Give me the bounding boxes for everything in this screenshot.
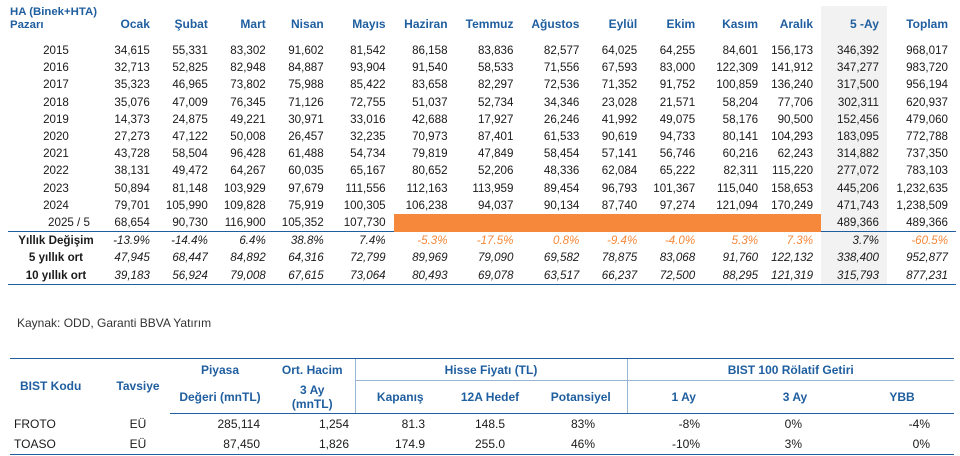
value-cell: 183,095 <box>821 128 887 145</box>
year-cell: 2025 / 5 <box>8 214 104 232</box>
value-cell: 56,746 <box>659 147 696 161</box>
value-cell: 86,158 <box>412 44 448 58</box>
table-row <box>8 42 956 59</box>
value-cell: 68,654 <box>104 214 158 232</box>
ytd-return-cell: 0% <box>850 434 954 455</box>
stat-value: 121,319 <box>766 266 821 284</box>
value-cell: 70,973 <box>412 130 448 144</box>
table-row <box>8 128 956 145</box>
year-cell: 2018 <box>43 95 69 109</box>
value-cell: 21,571 <box>659 95 696 109</box>
value-cell: 983,720 <box>906 61 948 75</box>
stat-value: -5.3% <box>417 234 448 248</box>
value-cell: 26,457 <box>288 130 324 144</box>
value-cell: 35,076 <box>114 95 150 109</box>
stat-value: 47,945 <box>114 251 150 265</box>
value-cell: 46,965 <box>172 78 208 92</box>
table-row <box>8 162 956 179</box>
value-cell: 38,131 <box>114 164 150 178</box>
stat-value: 69,078 <box>456 266 522 284</box>
value-cell: 772,788 <box>906 130 948 144</box>
bist-code-cell: TOASO <box>10 434 106 455</box>
value-cell: 105,352 <box>274 214 332 232</box>
target-price-cell: 255.0 <box>445 434 535 455</box>
value-cell: 26,246 <box>543 112 580 126</box>
close-price-cell: 174.9 <box>355 434 445 455</box>
value-cell: 75,988 <box>288 78 324 92</box>
stat-value: -4.0% <box>664 234 696 248</box>
stat-value: 64,316 <box>288 251 324 265</box>
value-cell: 783,103 <box>906 164 948 178</box>
value-cell: 42,688 <box>412 112 448 126</box>
value-cell: 61,488 <box>288 147 324 161</box>
value-cell: 82,948 <box>230 61 266 75</box>
car-sales-table <box>8 6 956 285</box>
bist-code-cell: FROTO <box>14 416 56 431</box>
rating-cell: EÜ <box>129 416 147 431</box>
value-cell: 52,825 <box>172 61 208 75</box>
month-header: Nisan <box>291 17 324 31</box>
value-cell: 97,679 <box>288 181 324 195</box>
stat-value: 83,068 <box>659 251 696 265</box>
three-month-return-cell: 3% <box>740 434 850 455</box>
value-cell: 968,017 <box>906 44 948 58</box>
target-price-cell: 148.5 <box>474 417 505 431</box>
value-cell: 30,971 <box>288 112 324 126</box>
stat-value: -14.4% <box>171 234 208 248</box>
month-header: Mayıs <box>352 17 386 31</box>
value-cell: 84,887 <box>288 61 324 75</box>
stat-value: 79,090 <box>477 251 514 265</box>
year-cell: 2023 <box>43 181 69 195</box>
value-cell: 314,882 <box>821 145 887 162</box>
value-cell: 107,730 <box>332 214 394 232</box>
stat-value: 3.7% <box>821 232 887 250</box>
value-cell: 122,309 <box>716 61 759 75</box>
stat-value: -60.5% <box>911 234 948 248</box>
upside-header: Potansiyel <box>535 381 627 414</box>
close-price-cell: 81.3 <box>401 417 425 431</box>
stat-value: 5.3% <box>731 234 759 248</box>
stat-value: -9.4% <box>606 234 638 248</box>
value-cell: 90,619 <box>601 130 638 144</box>
value-cell: 73,802 <box>230 78 266 92</box>
stat-value: 80,493 <box>394 266 456 284</box>
value-cell: 106,238 <box>405 198 448 212</box>
stat-label: Yıllık Değişim <box>18 234 94 248</box>
value-cell: 55,331 <box>172 44 208 58</box>
value-cell: 170,249 <box>771 198 814 212</box>
value-cell: 79,819 <box>412 147 448 161</box>
value-cell: 72,755 <box>350 95 386 109</box>
value-cell: 93,904 <box>350 61 386 75</box>
sales-header-row <box>8 6 956 42</box>
value-cell: 112,163 <box>406 181 448 195</box>
month-header: Ağustos <box>531 17 580 31</box>
value-cell: 47,009 <box>172 95 208 109</box>
value-cell: 43,728 <box>114 147 150 161</box>
market-cap-header: Piyasa <box>170 359 270 381</box>
table-row <box>8 111 956 128</box>
stat-label: 10 yıllık ort <box>8 266 104 284</box>
table-row <box>8 180 956 197</box>
value-cell: 58,504 <box>172 147 208 161</box>
value-cell: 49,472 <box>172 164 208 178</box>
value-cell: 48,336 <box>543 164 580 178</box>
month-header: Ekim <box>666 17 696 31</box>
stat-value: 91,760 <box>722 251 759 265</box>
value-cell: 75,919 <box>288 198 324 212</box>
value-cell: 79,701 <box>114 198 150 212</box>
value-cell: 49,221 <box>230 112 266 126</box>
stat-value: 69,582 <box>543 251 580 265</box>
value-cell: 57,141 <box>601 147 638 161</box>
year-cell: 2017 <box>43 78 69 92</box>
market-cap-subheader: Değeri (mnTL) <box>170 381 270 414</box>
value-cell: 489,366 <box>821 214 887 232</box>
value-cell: 58,533 <box>477 61 514 75</box>
value-cell: 136,240 <box>771 78 814 92</box>
value-cell: 956,194 <box>906 78 948 92</box>
three-month-header: 3 Ay <box>740 381 850 414</box>
value-cell: 71,556 <box>543 61 580 75</box>
value-cell: 65,222 <box>659 164 696 178</box>
share-price-group-header: Hisse Fiyatı (TL) <box>355 359 627 381</box>
avg-volume-cell: 1,254 <box>318 417 349 431</box>
value-cell: 34,346 <box>543 95 580 109</box>
value-cell: 80,141 <box>722 130 759 144</box>
value-cell: 97,274 <box>659 198 696 212</box>
value-cell: 67,593 <box>601 61 638 75</box>
value-cell: 346,392 <box>821 42 887 59</box>
month-header: Temmuz <box>465 17 514 31</box>
month-header: Eylül <box>608 17 638 31</box>
rating-cell: EÜ <box>106 434 170 455</box>
value-cell: 71,352 <box>601 78 638 92</box>
value-cell: 156,173 <box>771 44 814 58</box>
stat-label: 5 yıllık ort <box>28 251 84 265</box>
value-cell: 90,500 <box>777 112 814 126</box>
value-cell: 32,713 <box>114 61 150 75</box>
stat-value: 38.8% <box>290 234 324 248</box>
value-cell: 47,122 <box>172 130 208 144</box>
value-cell: 52,734 <box>477 95 514 109</box>
upside-cell: 83% <box>570 417 595 431</box>
stat-value: 72,500 <box>645 266 703 284</box>
value-cell: 152,456 <box>821 111 887 128</box>
value-cell: 54,734 <box>350 147 386 161</box>
value-cell: 27,273 <box>114 130 150 144</box>
value-cell: 302,311 <box>821 94 887 111</box>
value-cell: 116,900 <box>216 214 274 232</box>
value-cell: 49,075 <box>659 112 696 126</box>
table-row-current-year <box>8 214 956 232</box>
stat-value: 0.8% <box>552 234 580 248</box>
five-month-header: 5 -Ay <box>821 6 887 42</box>
stat-value: 7.4% <box>359 234 386 248</box>
value-cell: 104,293 <box>771 130 814 144</box>
stat-row-avg10 <box>8 266 956 284</box>
table-row <box>10 414 954 435</box>
month-header: Aralık <box>779 17 814 31</box>
stat-value: 39,183 <box>104 266 158 284</box>
value-cell: 64,025 <box>601 44 638 58</box>
value-cell: 158,653 <box>771 181 814 195</box>
month-header: Haziran <box>404 17 448 31</box>
value-cell: 82,297 <box>477 78 514 92</box>
target-header: 12A Hedef <box>445 381 535 414</box>
month-header: Şubat <box>174 17 208 31</box>
avg-volume-header: Ort. Hacim <box>270 359 355 381</box>
stat-value: 67,615 <box>274 266 332 284</box>
value-cell: 61,533 <box>543 130 580 144</box>
value-cell: 105,990 <box>165 198 208 212</box>
value-cell: 115,220 <box>772 164 814 178</box>
stat-value: 84,892 <box>230 251 266 265</box>
market-cap-cell: 87,450 <box>170 434 270 455</box>
value-cell: 83,836 <box>477 44 514 58</box>
value-cell: 34,615 <box>114 44 150 58</box>
year-cell: 2024 <box>43 198 69 212</box>
month-header: Kasım <box>722 17 759 31</box>
stat-value: 72,799 <box>350 251 386 265</box>
value-cell: 47,849 <box>477 147 514 161</box>
value-cell: 23,028 <box>601 95 638 109</box>
value-cell: 33,016 <box>350 112 386 126</box>
stat-value: 68,447 <box>172 251 208 265</box>
value-cell: 115,040 <box>717 181 759 195</box>
relative-return-group-header: BIST 100 Rölatif Getiri <box>627 359 954 381</box>
value-cell: 113,959 <box>472 181 514 195</box>
avg-volume-cell: 1,826 <box>270 434 355 455</box>
value-cell: 471,743 <box>821 197 887 214</box>
value-cell: 84,601 <box>722 44 759 58</box>
table-row <box>8 94 956 111</box>
value-cell: 83,000 <box>659 61 696 75</box>
year-cell: 2021 <box>43 147 69 161</box>
value-cell: 317,500 <box>821 76 887 93</box>
value-cell: 72,536 <box>543 78 580 92</box>
value-cell: 81,148 <box>172 181 208 195</box>
stat-row-yoy <box>8 232 956 250</box>
table-row <box>8 76 956 93</box>
value-cell: 52,206 <box>477 164 514 178</box>
table-row <box>8 197 956 214</box>
value-cell: 83,302 <box>230 44 266 58</box>
year-cell: 2022 <box>43 164 69 178</box>
stock-header-row-1 <box>10 359 954 381</box>
market-label: HA (Binek+HTA) Pazarı <box>10 6 98 31</box>
stat-value: 79,008 <box>216 266 274 284</box>
value-cell: 479,060 <box>906 112 948 126</box>
ytd-header: YBB <box>850 381 954 414</box>
value-cell: 76,345 <box>230 95 266 109</box>
value-cell: 489,366 <box>887 214 956 232</box>
value-cell: 100,305 <box>343 198 386 212</box>
value-cell: 87,401 <box>477 130 514 144</box>
value-cell: 90,730 <box>158 214 216 232</box>
value-cell: 94,037 <box>477 198 514 212</box>
one-month-header: 1 Ay <box>627 381 740 414</box>
year-cell: 2016 <box>43 61 69 75</box>
month-header: Mart <box>240 17 266 31</box>
stat-value: 56,924 <box>158 266 216 284</box>
stat-value: 73,064 <box>332 266 394 284</box>
stat-value: 315,793 <box>821 266 887 284</box>
stock-summary-table <box>10 358 954 455</box>
value-cell: 24,875 <box>172 112 208 126</box>
one-month-return-cell: -8% <box>678 417 700 431</box>
avg-volume-subheader: 3 Ay (mnTL) <box>270 381 355 414</box>
value-cell: 64,255 <box>659 44 696 58</box>
stat-value: -13.9% <box>113 234 150 248</box>
value-cell: 62,243 <box>777 147 814 161</box>
value-cell: 737,350 <box>906 147 948 161</box>
value-cell: 51,037 <box>412 95 448 109</box>
value-cell: 277,072 <box>821 162 887 179</box>
stat-value: 6.4% <box>239 234 266 248</box>
stat-value: 338,400 <box>821 249 887 266</box>
stat-value: 7.3% <box>786 234 814 248</box>
stat-row-avg5 <box>8 249 956 266</box>
stat-value: 952,877 <box>906 251 948 265</box>
value-cell: 91,602 <box>288 44 324 58</box>
value-cell: 60,216 <box>722 147 759 161</box>
ytd-return-cell: -4% <box>908 417 930 431</box>
value-cell: 80,652 <box>412 164 448 178</box>
total-header: Toplam <box>906 17 948 31</box>
value-cell: 41,992 <box>601 112 638 126</box>
value-cell: 62,084 <box>601 164 638 178</box>
value-cell: 101,367 <box>653 181 696 195</box>
value-cell: 35,323 <box>114 78 150 92</box>
stat-value: 88,295 <box>703 266 766 284</box>
stat-value: 63,517 <box>521 266 587 284</box>
value-cell: 91,752 <box>659 78 696 92</box>
stat-value: 89,969 <box>412 251 448 265</box>
stat-value: 78,875 <box>601 251 638 265</box>
table-row <box>10 434 954 455</box>
market-cap-cell: 285,114 <box>217 417 260 431</box>
sales-body <box>8 42 956 284</box>
value-cell: 83,658 <box>412 78 448 92</box>
value-cell: 96,428 <box>230 147 266 161</box>
value-cell: 141,912 <box>771 61 814 75</box>
close-header: Kapanış <box>355 381 445 414</box>
year-cell: 2019 <box>43 112 69 126</box>
value-cell: 82,311 <box>723 164 759 178</box>
value-cell: 65,167 <box>350 164 386 178</box>
upside-cell: 46% <box>535 434 627 455</box>
stock-body <box>10 414 954 455</box>
year-cell: 2020 <box>43 130 69 144</box>
value-cell: 58,454 <box>543 147 580 161</box>
value-cell: 96,793 <box>601 181 638 195</box>
rating-header: Tavsiye <box>106 359 170 414</box>
bist-code-header: BIST Kodu <box>10 359 106 414</box>
value-cell: 82,577 <box>543 44 580 58</box>
stat-value: 122,132 <box>771 251 814 265</box>
value-cell: 94,733 <box>659 130 696 144</box>
stat-value: 877,231 <box>887 266 956 284</box>
three-month-return-cell: 0% <box>784 417 802 431</box>
value-cell: 17,927 <box>477 112 514 126</box>
value-cell: 50,008 <box>230 130 266 144</box>
value-cell: 85,422 <box>350 78 386 92</box>
value-cell: 32,235 <box>350 130 386 144</box>
table-row <box>8 59 956 76</box>
value-cell: 77,706 <box>777 95 814 109</box>
value-cell: 60,035 <box>288 164 324 178</box>
table-row <box>8 145 956 162</box>
value-cell: 87,740 <box>601 198 638 212</box>
value-cell: 121,094 <box>716 198 759 212</box>
value-cell: 58,204 <box>722 95 759 109</box>
remaining-months-highlight <box>394 214 821 232</box>
value-cell: 14,373 <box>114 112 150 126</box>
value-cell: 109,828 <box>223 198 266 212</box>
value-cell: 1,238,509 <box>896 198 948 212</box>
stat-value: -17.5% <box>476 234 514 248</box>
value-cell: 100,859 <box>716 78 759 92</box>
source-note: Kaynak: ODD, Garanti BBVA Yatırım <box>17 316 212 330</box>
value-cell: 71,126 <box>288 95 324 109</box>
value-cell: 90,134 <box>543 198 580 212</box>
value-cell: 58,176 <box>722 112 759 126</box>
value-cell: 50,894 <box>114 181 150 195</box>
stat-value: 66,237 <box>587 266 645 284</box>
value-cell: 81,542 <box>350 44 386 58</box>
value-cell: 91,540 <box>412 61 448 75</box>
value-cell: 1,232,635 <box>896 181 948 195</box>
value-cell: 620,937 <box>906 95 948 109</box>
month-header: Ocak <box>120 17 150 31</box>
value-cell: 89,454 <box>543 181 580 195</box>
value-cell: 445,206 <box>821 180 887 197</box>
year-cell: 2015 <box>43 44 69 58</box>
value-cell: 103,929 <box>223 181 266 195</box>
value-cell: 347,277 <box>821 59 887 76</box>
one-month-return-cell: -10% <box>627 434 740 455</box>
value-cell: 111,556 <box>345 181 386 195</box>
value-cell: 64,267 <box>230 164 266 178</box>
